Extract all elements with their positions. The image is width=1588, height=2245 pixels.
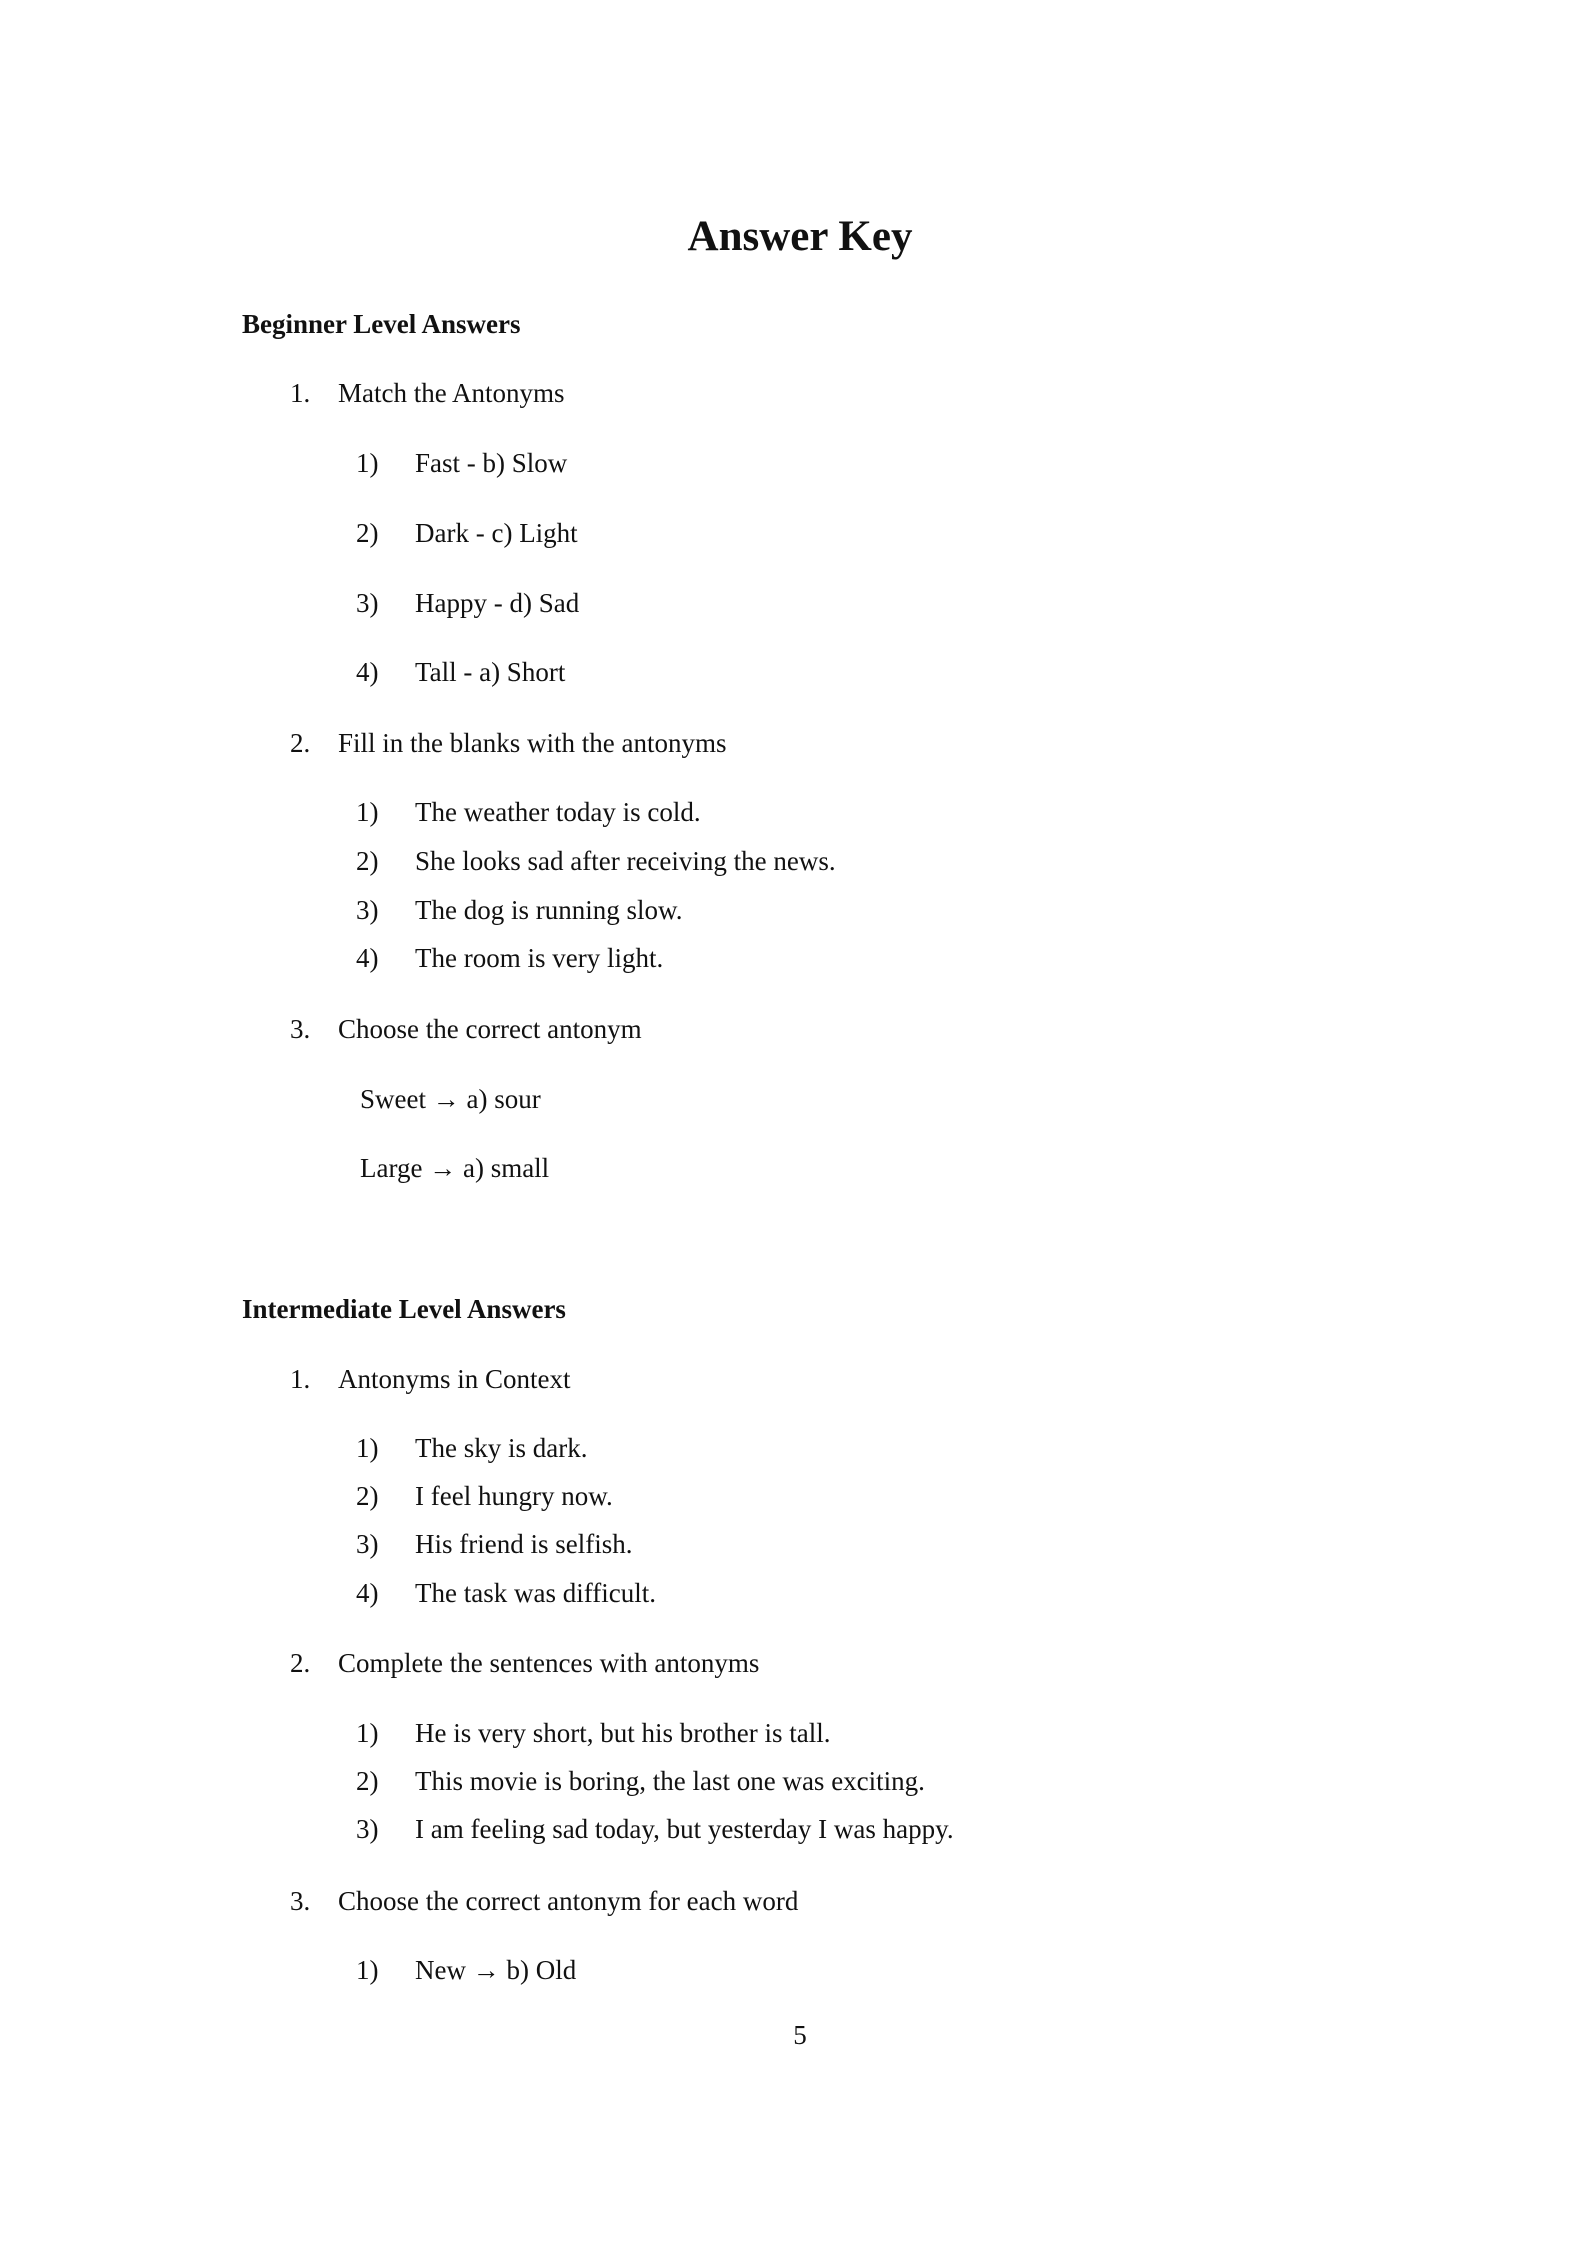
answer-item: Sweet → a) sour <box>360 1084 541 1114</box>
item-number: 4) <box>356 657 379 687</box>
answer-item: I am feeling sad today, but yesterday I was happy. <box>415 1814 954 1844</box>
item-number: 1) <box>356 797 379 827</box>
item-number: 3) <box>356 1814 379 1844</box>
answer-item: The dog is running slow. <box>415 895 683 925</box>
question-number: 2. <box>290 1648 311 1678</box>
item-number: 2) <box>356 846 379 876</box>
question-number: 2. <box>290 728 311 758</box>
item-number: 4) <box>356 1578 379 1608</box>
page-number: 5 <box>793 2020 807 2050</box>
section-heading-beginner: Beginner Level Answers <box>242 309 521 339</box>
question-number: 3. <box>290 1886 311 1916</box>
question-text: Match the Antonyms <box>338 378 565 408</box>
answer-item: Fast - b) Slow <box>415 448 568 478</box>
item-number: 1) <box>356 1955 379 1985</box>
item-number: 2) <box>356 518 379 548</box>
answer-item: She looks sad after receiving the news. <box>415 846 836 876</box>
answer-item: The weather today is cold. <box>415 797 701 827</box>
answer-item: New → b) Old <box>415 1955 577 1985</box>
answer-item: His friend is selfish. <box>415 1529 633 1559</box>
page-title: Answer Key <box>687 213 913 260</box>
item-number: 1) <box>356 448 379 478</box>
item-number: 3) <box>356 588 379 618</box>
answer-item: The room is very light. <box>415 943 664 973</box>
answer-item: Tall - a) Short <box>415 657 566 687</box>
question-number: 1. <box>290 378 311 408</box>
item-number: 1) <box>356 1718 379 1748</box>
question-text: Choose the correct antonym <box>338 1014 642 1044</box>
answer-item: Dark - c) Light <box>415 518 578 548</box>
question-text: Antonyms in Context <box>338 1364 571 1394</box>
answer-item: Happy - d) Sad <box>415 588 580 618</box>
answer-item: The sky is dark. <box>415 1433 588 1463</box>
item-number: 4) <box>356 943 379 973</box>
answer-item: I feel hungry now. <box>415 1481 613 1511</box>
question-text: Fill in the blanks with the antonyms <box>338 728 727 758</box>
item-number: 1) <box>356 1433 379 1463</box>
item-number: 2) <box>356 1481 379 1511</box>
answer-item: Large → a) small <box>360 1153 550 1183</box>
answer-item: The task was difficult. <box>415 1578 656 1608</box>
question-number: 3. <box>290 1014 311 1044</box>
item-number: 3) <box>356 1529 379 1559</box>
answer-item: He is very short, but his brother is tall. <box>415 1718 831 1748</box>
answer-item: This movie is boring, the last one was exciting. <box>415 1766 925 1796</box>
question-text: Complete the sentences with antonyms <box>338 1648 760 1678</box>
section-heading-intermediate: Intermediate Level Answers <box>242 1294 566 1324</box>
question-text: Choose the correct antonym for each word <box>338 1886 799 1916</box>
item-number: 3) <box>356 895 379 925</box>
item-number: 2) <box>356 1766 379 1796</box>
question-number: 1. <box>290 1364 311 1394</box>
